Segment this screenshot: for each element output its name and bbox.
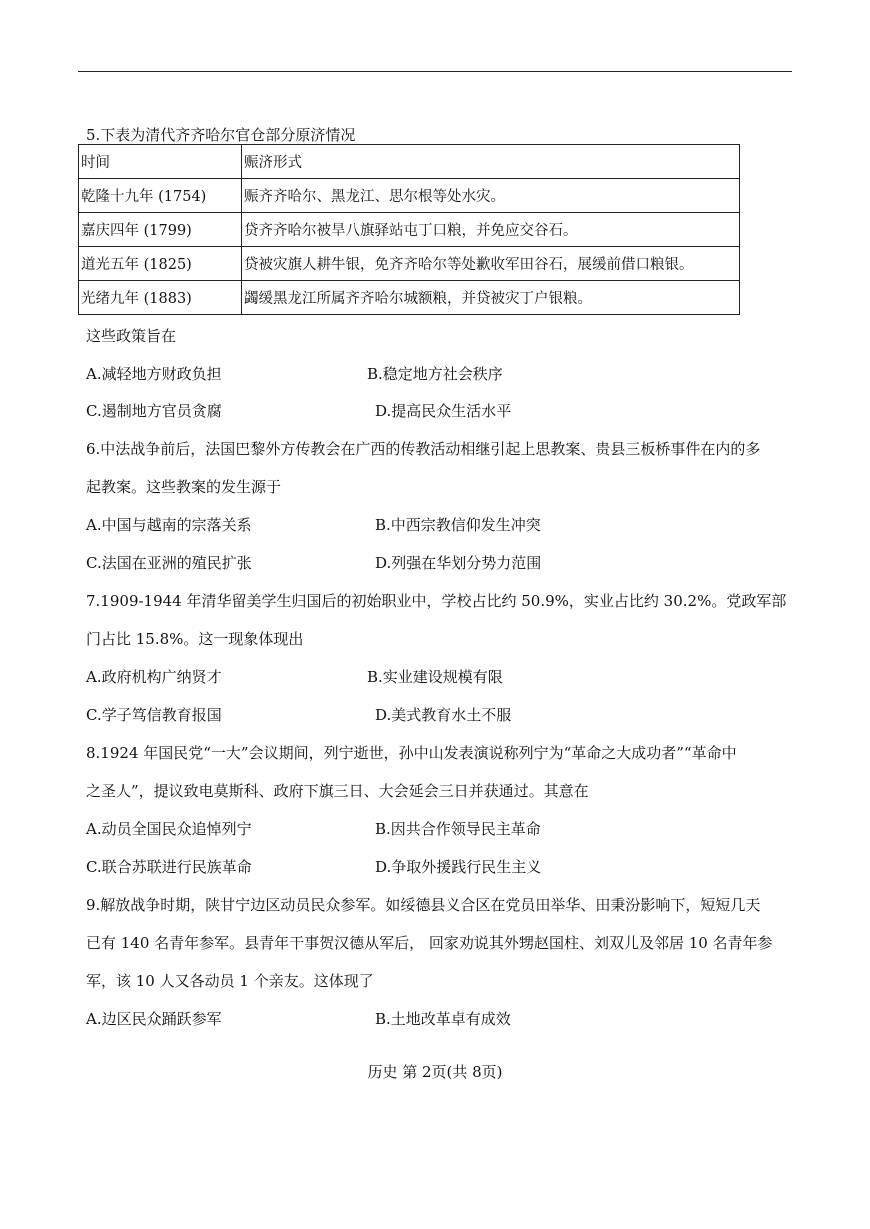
q6-line1: 6.中法战争前后，法国巴黎外方传教会在广西的传教活动相继引起上思教案、贵县三板桥事件在内的多 [86,440,761,458]
q8-option-a: A.动员全国民众追悼列宁 [86,820,252,838]
header-rule [78,71,792,72]
q7-option-b: B.实业建设规模有限 [367,668,503,686]
q5-option-c: C.遏制地方官员贪腐 [86,402,222,420]
q9-line2: 已有 140 名青年参军。县青年干事贺汉德从军后， 回家劝说其外甥赵国柱、刘双儿及邻居 10 名青年参 [86,934,773,952]
q9-option-a: A.边区民众踊跃参军 [86,1010,222,1028]
q5-option-a: A.减轻地方财政负担 [86,365,222,383]
table-row [79,281,740,315]
table-cell-form: 蠲缓黑龙江所属齐齐哈尔城额粮，并贷被灾丁户银粮。 [242,281,740,315]
q7-option-c: C.学子笃信教育报国 [86,706,222,724]
q7-option-a: A.政府机构广纳贤才 [86,668,222,686]
q9-line3: 军，该 10 人又各动员 1 个亲友。这体现了 [86,972,374,990]
q5-option-b: B.稳定地方社会秩序 [367,365,503,383]
table-header-time: 时间 [79,145,242,179]
table-row [79,213,740,247]
page-footer: 历史 第 2页(共 8页) [367,1063,503,1081]
q6-option-d: D.列强在华划分势力范围 [375,554,542,572]
table-row [79,179,740,213]
table-cell-time: 道光五年 (1825) [79,247,242,281]
table-cell-form: 贷齐齐哈尔被旱八旗驿站屯丁口粮，并免应交谷石。 [242,213,740,247]
q5-title: 5.下表为清代齐齐哈尔官仓部分原济情况 [86,126,356,144]
q7-line2: 门占比 15.8%。这一现象体现出 [86,630,304,648]
table-cell-form: 赈齐齐哈尔、黑龙江、思尔根等处水灾。 [242,179,740,213]
table-header-form: 赈济形式 [242,145,740,179]
q7-line1: 7.1909-1944 年清华留美学生归国后的初始职业中，学校占比约 50.9%，实业占比约 30.2%。党政军部 [86,592,787,610]
q6-option-a: A.中国与越南的宗落关系 [86,516,252,534]
q8-line1: 8.1924 年国民党“一大”会议期间，列宁逝世，孙中山发表演说称列宁为“革命之大成功者”“革命中 [86,744,737,762]
q8-option-c: C.联合苏联进行民族革命 [86,858,252,876]
q9-line1: 9.解放战争时期，陕甘宁边区动员民众参军。如绥德县义合区在党员田举华、田秉汾影响下，短短几天 [86,896,761,914]
table-cell-form: 贷被灾旗人耕牛银，免齐齐哈尔等处歉收军田谷石，展缓前借口粮银。 [242,247,740,281]
q6-option-c: C.法国在亚洲的殖民扩张 [86,554,252,572]
q9-option-b: B.土地改革卓有成效 [375,1010,511,1028]
q8-option-d: D.争取外援践行民生主义 [375,858,542,876]
q5-stem: 这些政策旨在 [86,327,177,345]
table-row [79,247,740,281]
q7-option-d: D.美式教育水土不服 [375,706,512,724]
table-header-row [79,145,740,179]
q6-option-b: B.中西宗教信仰发生冲突 [375,516,541,534]
q8-line2: 之圣人”，提议致电莫斯科、政府下旗三日、大会延会三日并获通过。其意在 [86,782,589,800]
q5-option-d: D.提高民众生活水平 [375,402,512,420]
q8-option-b: B.因共合作领导民主革命 [375,820,541,838]
q5-table [78,144,740,315]
table-cell-time: 光绪九年 (1883) [79,281,242,315]
table-cell-time: 乾隆十九年 (1754) [79,179,242,213]
table-cell-time: 嘉庆四年 (1799) [79,213,242,247]
q6-line2: 起教案。这些教案的发生源于 [86,478,282,496]
